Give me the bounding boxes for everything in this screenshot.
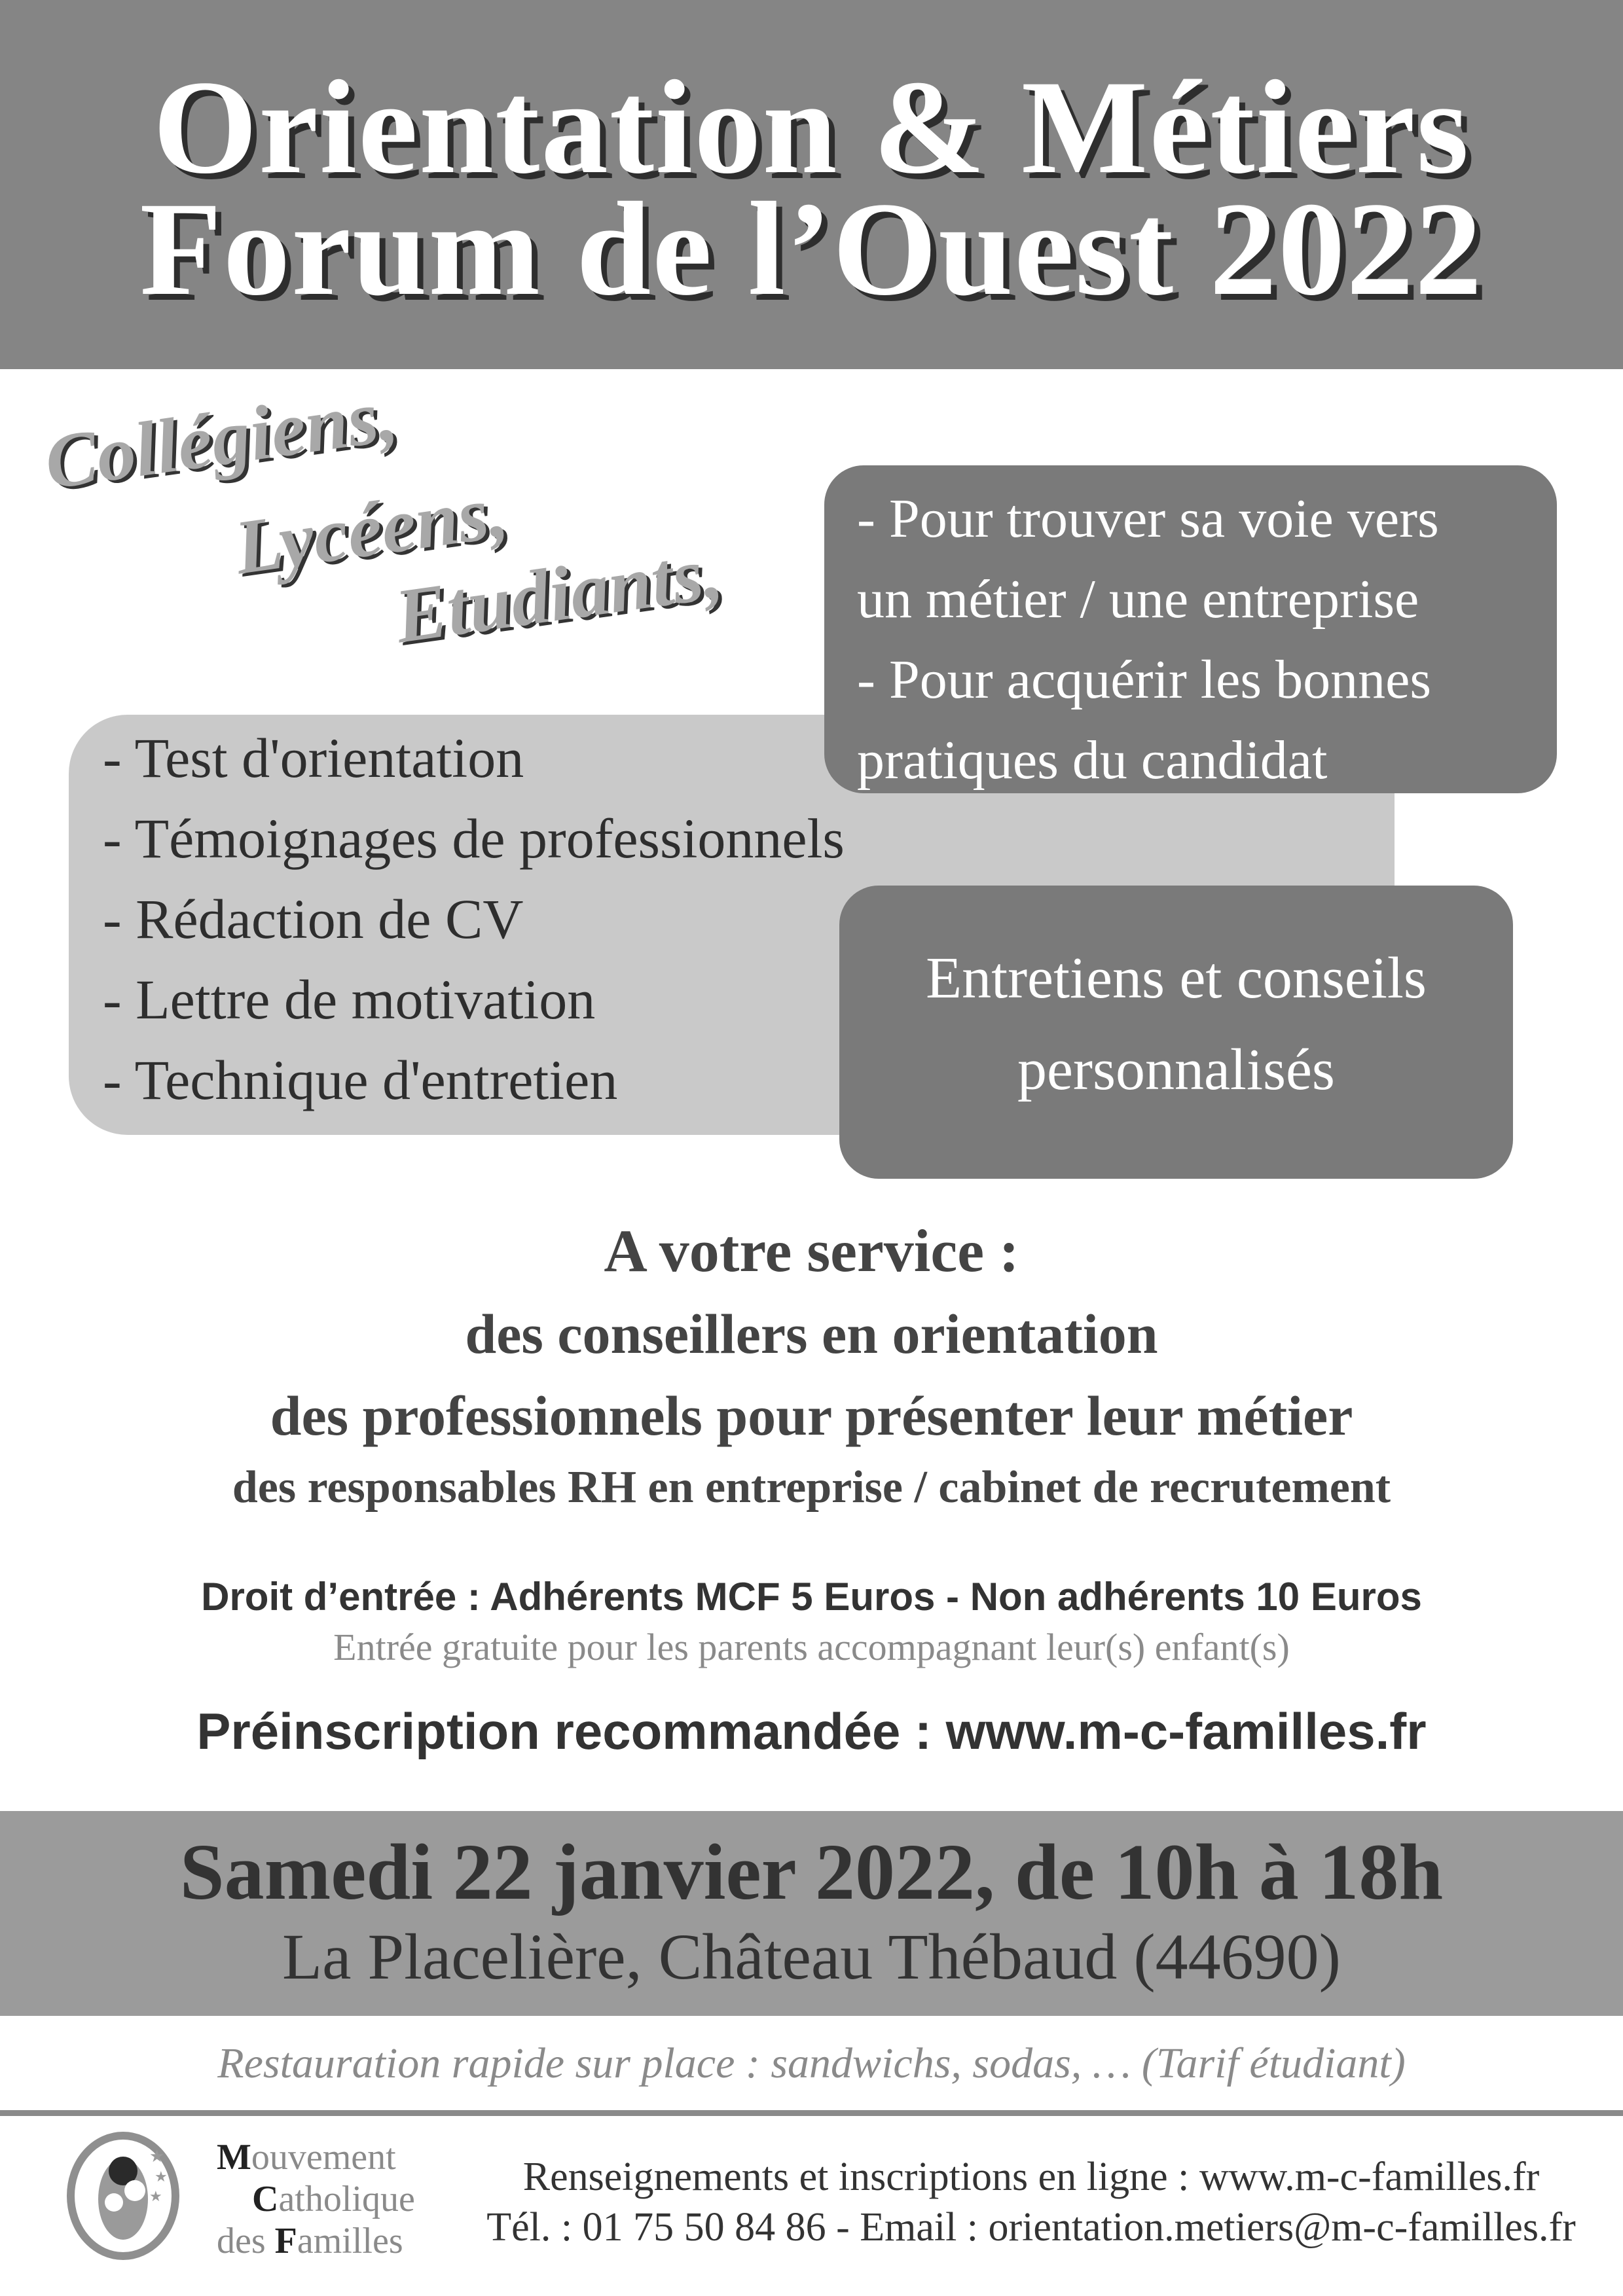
svg-text:★: ★ xyxy=(149,2188,162,2204)
catering-note: Restauration rapide sur place : sandwichs, sodas, … (Tarif étudiant) xyxy=(217,2039,1406,2087)
logo-text-line-3: des Familles xyxy=(217,2221,403,2261)
interviews-line-1: Entretiens et conseils xyxy=(926,946,1427,1011)
audience-lycee: Lycéens, xyxy=(229,467,513,591)
svg-text:★: ★ xyxy=(149,2147,165,2166)
free-entry-note: Entrée gratuite pour les parents accompagnant leur(s) enfant(s) xyxy=(333,1626,1290,1668)
audience-students: Etudiants, xyxy=(390,528,727,660)
title-line-2: Forum de l’Ouest 2022 xyxy=(139,175,1484,323)
footer-info: Renseignements et inscriptions en ligne : www.m-c-familles.fr xyxy=(522,2155,1540,2199)
goal-line: un métier / une entreprise xyxy=(857,569,1419,630)
interviews-line-2: personnalisés xyxy=(1017,1037,1335,1102)
service-line-3: des responsables RH en entreprise / cabinet de recrutement xyxy=(232,1462,1391,1513)
event-date: Samedi 22 janvier 2022, de 10h à 18h xyxy=(179,1828,1444,1916)
goal-line: - Pour acquérir les bonnes xyxy=(857,649,1432,710)
activity-item: - Technique d'entretien xyxy=(103,1049,618,1111)
title-line-1: Orientation & Métiers xyxy=(153,53,1470,202)
goals-box xyxy=(824,465,1557,793)
svg-text:★: ★ xyxy=(155,2168,168,2185)
activity-item: - Rédaction de CV xyxy=(103,888,524,950)
activity-item: - Témoignages de professionnels xyxy=(103,807,845,870)
event-place: La Placelière, Château Thébaud (44690) xyxy=(282,1920,1341,1993)
footer-contact: Tél. : 01 75 50 84 86 - Email : orientation.metiers@m-c-familles.fr xyxy=(486,2205,1576,2250)
service-line-1: des conseillers en orientation xyxy=(465,1302,1158,1365)
footer-divider xyxy=(0,2110,1623,2116)
activity-item: - Test d'orientation xyxy=(103,726,524,789)
interviews-box xyxy=(839,886,1513,1179)
service-heading: A votre service : xyxy=(604,1217,1019,1284)
logo-text-line-1: Mouvement xyxy=(217,2137,396,2178)
registration-link[interactable]: Préinscription recommandée : www.m-c-familles.fr xyxy=(196,1702,1427,1760)
entry-fee: Droit d’entrée : Adhérents MCF 5 Euros - Non adhérents 10 Euros xyxy=(201,1575,1422,1619)
logo-text-line-2: Catholique xyxy=(252,2179,415,2219)
mcf-logo-icon xyxy=(51,2130,215,2261)
goal-line: pratiques du candidat xyxy=(857,730,1328,791)
activity-item: - Lettre de motivation xyxy=(103,968,596,1031)
audience-college: Collégiens, xyxy=(39,371,403,506)
service-line-2: des professionnels pour présenter leur métier xyxy=(270,1384,1353,1447)
goal-line: - Pour trouver sa voie vers xyxy=(857,488,1439,549)
